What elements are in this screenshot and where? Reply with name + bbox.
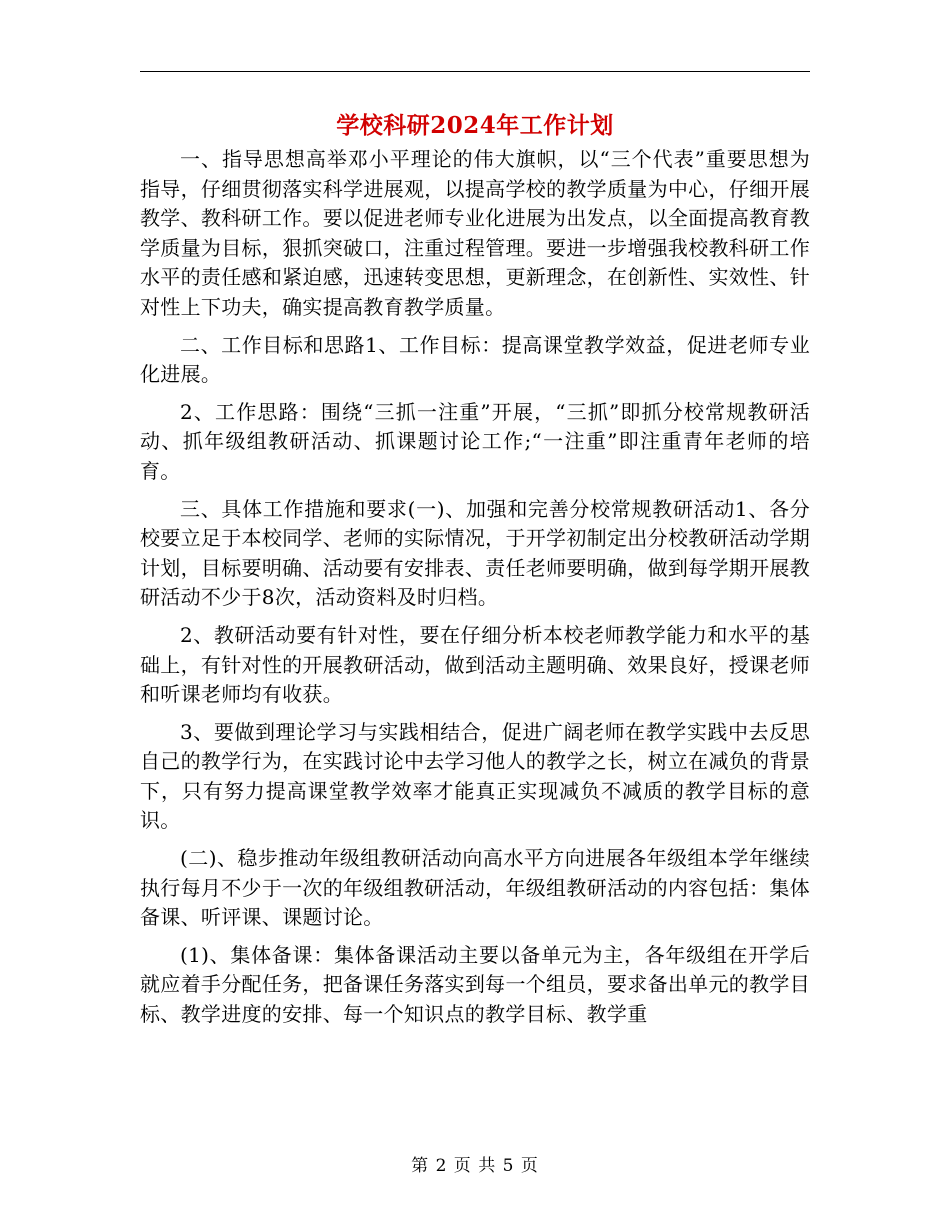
paragraph-collective-lesson-prep: (1)、集体备课：集体备课活动主要以备单元为主，各年级组在开学后就应着手分配任务，把备课任务落实到每一个组员，要求备出单元的教学目标、教学进度的安排、每一个知识点的教学目标、教学重 <box>140 942 810 1027</box>
paragraph-work-goals: 二、工作目标和思路1、工作目标：提高课堂教学效益，促进老师专业化进展。 <box>140 332 810 387</box>
page-footer: 第 2 页 共 5 页 <box>411 1156 539 1176</box>
paragraph-specific-measures: 三、具体工作措施和要求(一)、加强和完善分校常规教研活动1、各分校要立足于本校同学、老师的实际情况，于开学初制定出分校教研活动学期计划，目标要明确、活动要有安排表、责任老师要明确，做到每学期开展教研活动不少于8次，活动资料及时归档。 <box>140 496 810 610</box>
paragraph-theory-practice: 3、要做到理论学习与实践相结合，促进广阔老师在教学实践中去反思自己的教学行为，在实践讨论中去学习他人的教学之长，树立在减负的背景下，只有努力提高课堂教学效率才能真正实现减负不减质的教学目标的意识。 <box>140 719 810 833</box>
document-body <box>140 145 810 1030</box>
paragraph-grade-group-research: (二)、稳步推动年级组教研活动向高水平方向进展各年级组本学年继续执行每月不少于一次的年级组教研活动，年级组教研活动的内容包括：集体备课、听评课、课题讨论。 <box>140 846 810 930</box>
header-rule <box>140 71 810 72</box>
paragraph-targeted-research: 2、教研活动要有针对性，要在仔细分析本校老师教学能力和水平的基础上，有针对性的开展教研活动，做到活动主题明确、效果良好，授课老师和听课老师均有收获。 <box>140 622 810 707</box>
paragraph-work-approach: 2、工作思路：围绕“三抓一注重”开展，“三抓”即抓分校常规教研活动、抓年级组教研活动、抓课题讨论工作;“一注重”即注重青年老师的培育。 <box>140 399 810 483</box>
document-title: 学校科研2024年工作计划 <box>336 112 614 139</box>
paragraph-guiding-ideology: 一、指导思想高举邓小平理论的伟大旗帜，以“三个代表”重要思想为指导，仔细贯彻落实科学进展观，以提高学校的教学质量为中心，仔细开展教学、教科研工作。要以促进老师专业化进展为出发点，以全面提高教育教学质量为目标，狠抓突破口，注重过程管理。要进一步增强我校教科研工作水平的责任感和紧迫感，迅速转变思想，更新理念，在创新性、实效性、针对性上下功夫，确实提高教育教学质量。 <box>140 147 810 319</box>
